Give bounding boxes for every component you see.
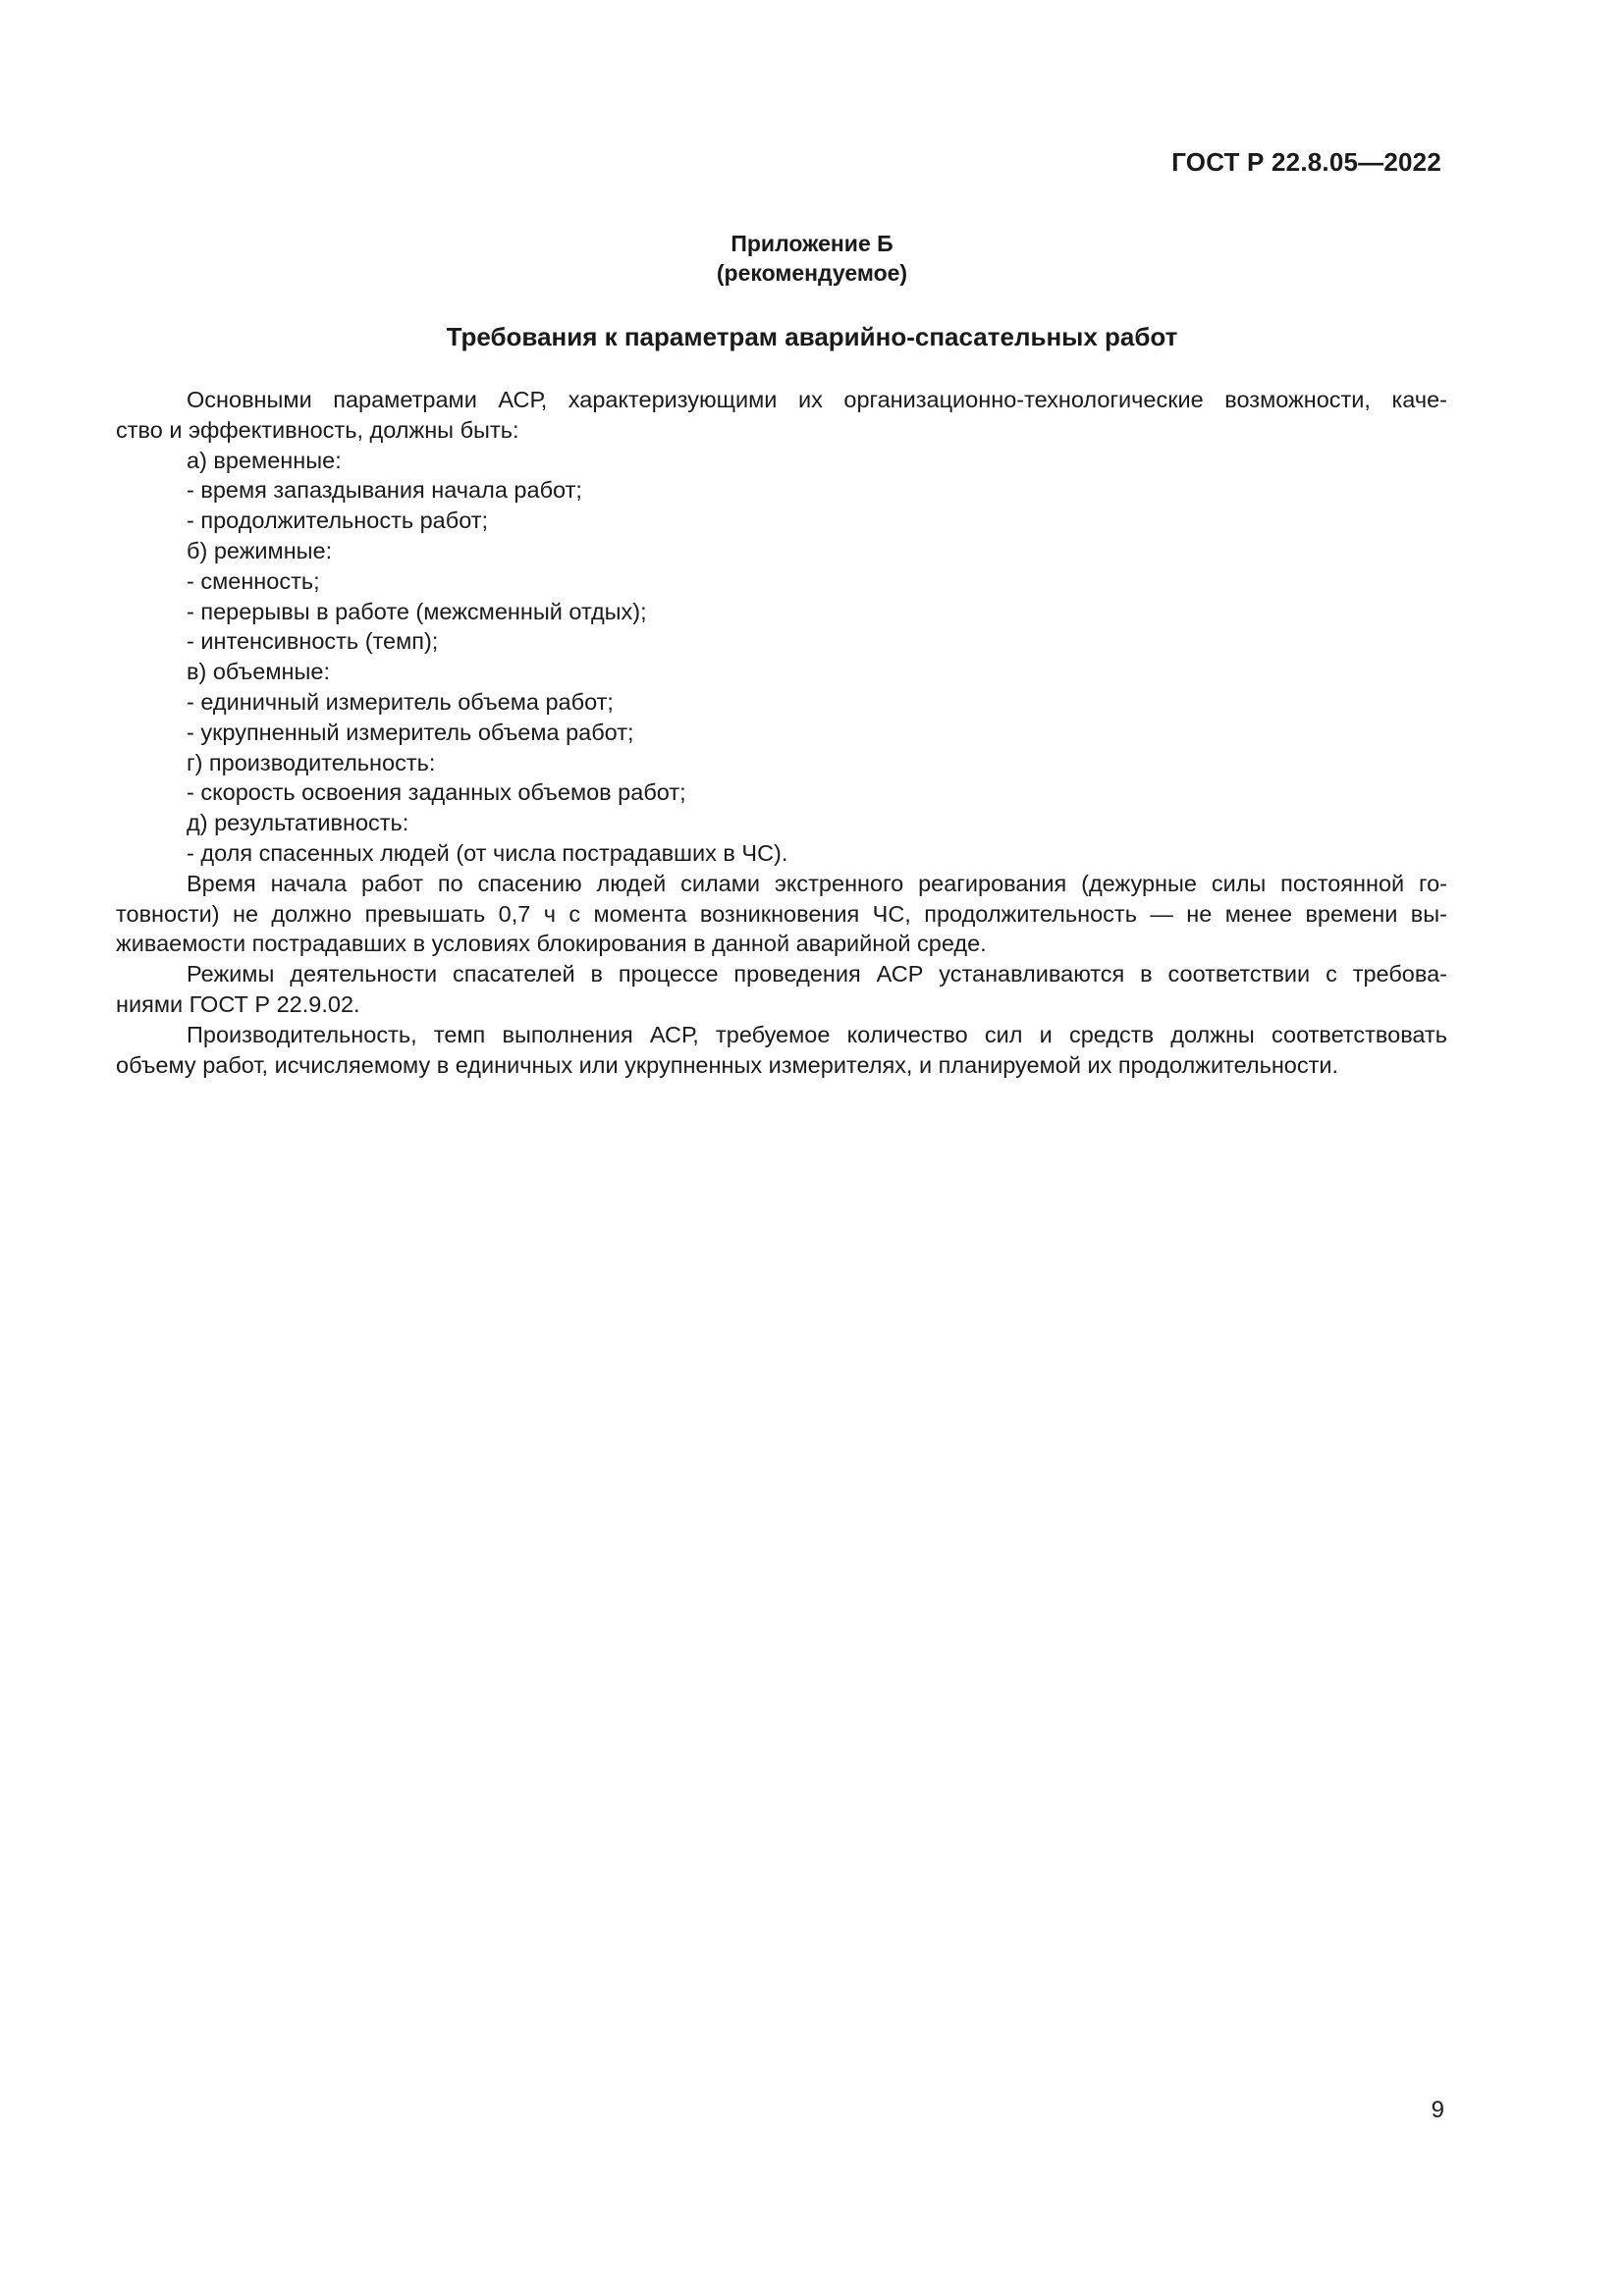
body-line: товности) не должно превышать 0,7 ч с момента возникновения ЧС, продолжительность — не менее времени вы- xyxy=(116,900,1447,927)
body-line: - время запаздывания начала работ; xyxy=(187,477,582,504)
section-title: Требования к параметрам аварийно-спасательных работ xyxy=(446,322,1178,351)
body-line: - интенсивность (темп); xyxy=(187,628,439,655)
body-line: Режимы деятельности спасателей в процессе проведения АСР устанавливаются в соответствии с требова- xyxy=(187,961,1447,988)
body-line: г) производительность: xyxy=(187,749,436,775)
body-line: - укрупненный измеритель объема работ; xyxy=(187,719,634,745)
body-line: Основными параметрами АСР, характеризующими их организационно-технологические возможности, каче- xyxy=(187,387,1447,412)
document-code-header: ГОСТ Р 22.8.05—2022 xyxy=(1171,147,1441,177)
body-line: - продолжительность работ; xyxy=(187,507,489,534)
body-line: в) объемные: xyxy=(187,659,330,685)
page-number: 9 xyxy=(1431,2097,1444,2123)
body-line: живаемости пострадавших в условиях блокирования в данной аварийной среде. xyxy=(116,931,987,957)
body-line: д) результативность: xyxy=(187,810,409,836)
body-text xyxy=(116,385,1447,1080)
body-line: а) временные: xyxy=(187,447,342,473)
body-line: Время начала работ по спасению людей силами экстренного реагирования (дежурные силы постоянной го- xyxy=(187,870,1447,896)
body-line: объему работ, исчисляемому в единичных или укрупненных измерителях, и планируемой их продолжительности. xyxy=(116,1051,1339,1078)
body-line: - скорость освоения заданных объемов работ; xyxy=(187,779,686,806)
annex-title: Приложение Б xyxy=(731,231,893,256)
body-line: - единичный измеритель объема работ; xyxy=(187,688,614,715)
annex-status: (рекомендуемое) xyxy=(716,260,908,286)
body-line: - перерывы в работе (межсменный отдых); xyxy=(187,598,647,624)
body-line: - доля спасенных людей (от числа пострадавших в ЧС). xyxy=(187,839,788,866)
body-line: - сменность; xyxy=(187,567,320,594)
body-line: ниями ГОСТ Р 22.9.02. xyxy=(116,990,360,1017)
body-line: Производительность, темп выполнения АСР, требуемое количество сил и средств должны соответствовать xyxy=(187,1021,1447,1047)
body-line: ство и эффективность, должны быть: xyxy=(116,416,519,443)
body-line: б) режимные: xyxy=(187,537,333,563)
